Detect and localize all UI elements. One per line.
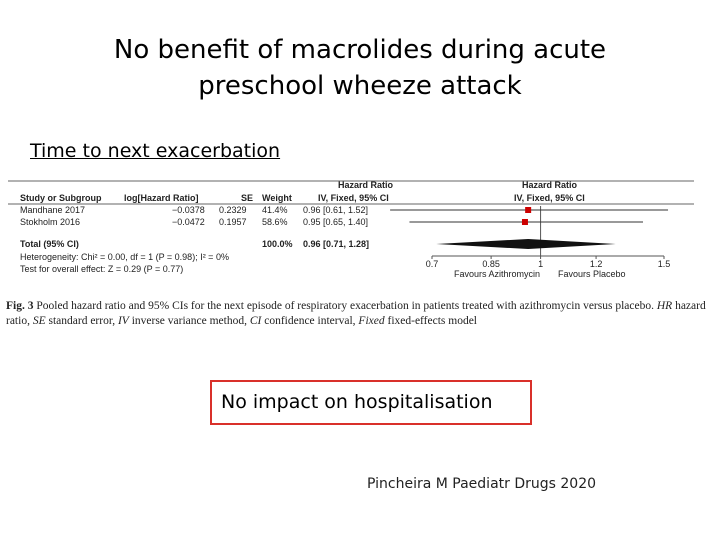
reference-citation: Pincheira M Paediatr Drugs 2020 xyxy=(367,476,597,492)
x-axis-tick-label: 1 xyxy=(538,259,544,269)
caption-abbr-se: SE xyxy=(32,315,46,327)
caption-def-fixed: fixed-effects model xyxy=(387,315,477,327)
col-header-se: SE xyxy=(241,193,254,203)
slide-title xyxy=(0,32,720,104)
col-header-hr-top: Hazard Ratio xyxy=(338,180,394,190)
study-point-square xyxy=(522,219,528,225)
highlight-box xyxy=(210,380,532,425)
study-ci: 0.96 [0.61, 1.52] xyxy=(303,205,369,215)
study-se: 0.2329 xyxy=(219,205,247,215)
overall-effect-text: Test for overall effect: Z = 0.29 (P = 0.77) xyxy=(20,264,184,274)
caption-def-se: standard error, xyxy=(48,315,116,327)
forest-plot-area xyxy=(390,206,670,269)
caption-def-iv: inverse variance method, xyxy=(131,315,247,327)
col-header-plot-sub: IV, Fixed, 95% CI xyxy=(514,193,585,203)
slide-title-line2: preschool wheeze attack xyxy=(198,71,522,101)
study-weight: 41.4% xyxy=(262,205,288,215)
total-label: Total (95% CI) xyxy=(20,239,79,249)
heterogeneity-text: Heterogeneity: Chi² = 0.00, df = 1 (P = 0.98); I² = 0% xyxy=(20,252,229,262)
section-subtitle: Time to next exacerbation xyxy=(30,140,281,162)
x-axis-tick-label: 1.2 xyxy=(589,259,603,269)
col-header-study: Study or Subgroup xyxy=(20,193,102,203)
caption-text: Pooled hazard ratio and 95% CIs for the next episode of respiratory exacerbation in patients treated with azithromycin versus placebo. xyxy=(36,300,654,312)
study-loghr: −0.0472 xyxy=(172,217,205,227)
caption-abbr-fixed: Fixed xyxy=(358,315,385,327)
total-weight: 100.0% xyxy=(262,239,293,249)
caption-abbr-iv: IV xyxy=(117,315,129,327)
caption-abbr-ci: CI xyxy=(249,315,262,327)
total-diamond xyxy=(436,239,615,249)
study-name: Stokholm 2016 xyxy=(20,217,81,227)
caption-fig-label: Fig. 3 xyxy=(6,300,34,312)
favours-left-label: Favours Azithromycin xyxy=(454,269,541,279)
study-point-square xyxy=(525,207,531,213)
caption-def-ci: confidence interval, xyxy=(264,315,356,327)
study-weight: 58.6% xyxy=(262,217,288,227)
slide-title-line1: No benefit of macrolides during acute xyxy=(113,35,607,65)
col-header-plot-top: Hazard Ratio xyxy=(522,180,578,190)
study-se: 0.1957 xyxy=(219,217,247,227)
study-loghr: −0.0378 xyxy=(172,205,205,215)
col-header-weight: Weight xyxy=(262,193,292,203)
x-axis-tick-label: 0.85 xyxy=(482,259,500,269)
highlight-text: No impact on hospitalisation xyxy=(221,391,493,413)
col-header-loghr: log[Hazard Ratio] xyxy=(124,193,199,203)
study-ci: 0.95 [0.65, 1.40] xyxy=(303,217,369,227)
col-header-hr-sub: IV, Fixed, 95% CI xyxy=(318,193,389,203)
caption-def-hr: hazard ratio, xyxy=(6,300,706,327)
forest-plot xyxy=(0,176,720,280)
figure-caption xyxy=(6,299,714,329)
favours-right-label: Favours Placebo xyxy=(558,269,626,279)
total-ci: 0.96 [0.71, 1.28] xyxy=(303,239,370,249)
x-axis-tick-label: 1.5 xyxy=(657,259,671,269)
caption-abbr-hr: HR xyxy=(656,300,673,312)
study-name: Mandhane 2017 xyxy=(20,205,86,215)
x-axis-tick-label: 0.7 xyxy=(425,259,439,269)
